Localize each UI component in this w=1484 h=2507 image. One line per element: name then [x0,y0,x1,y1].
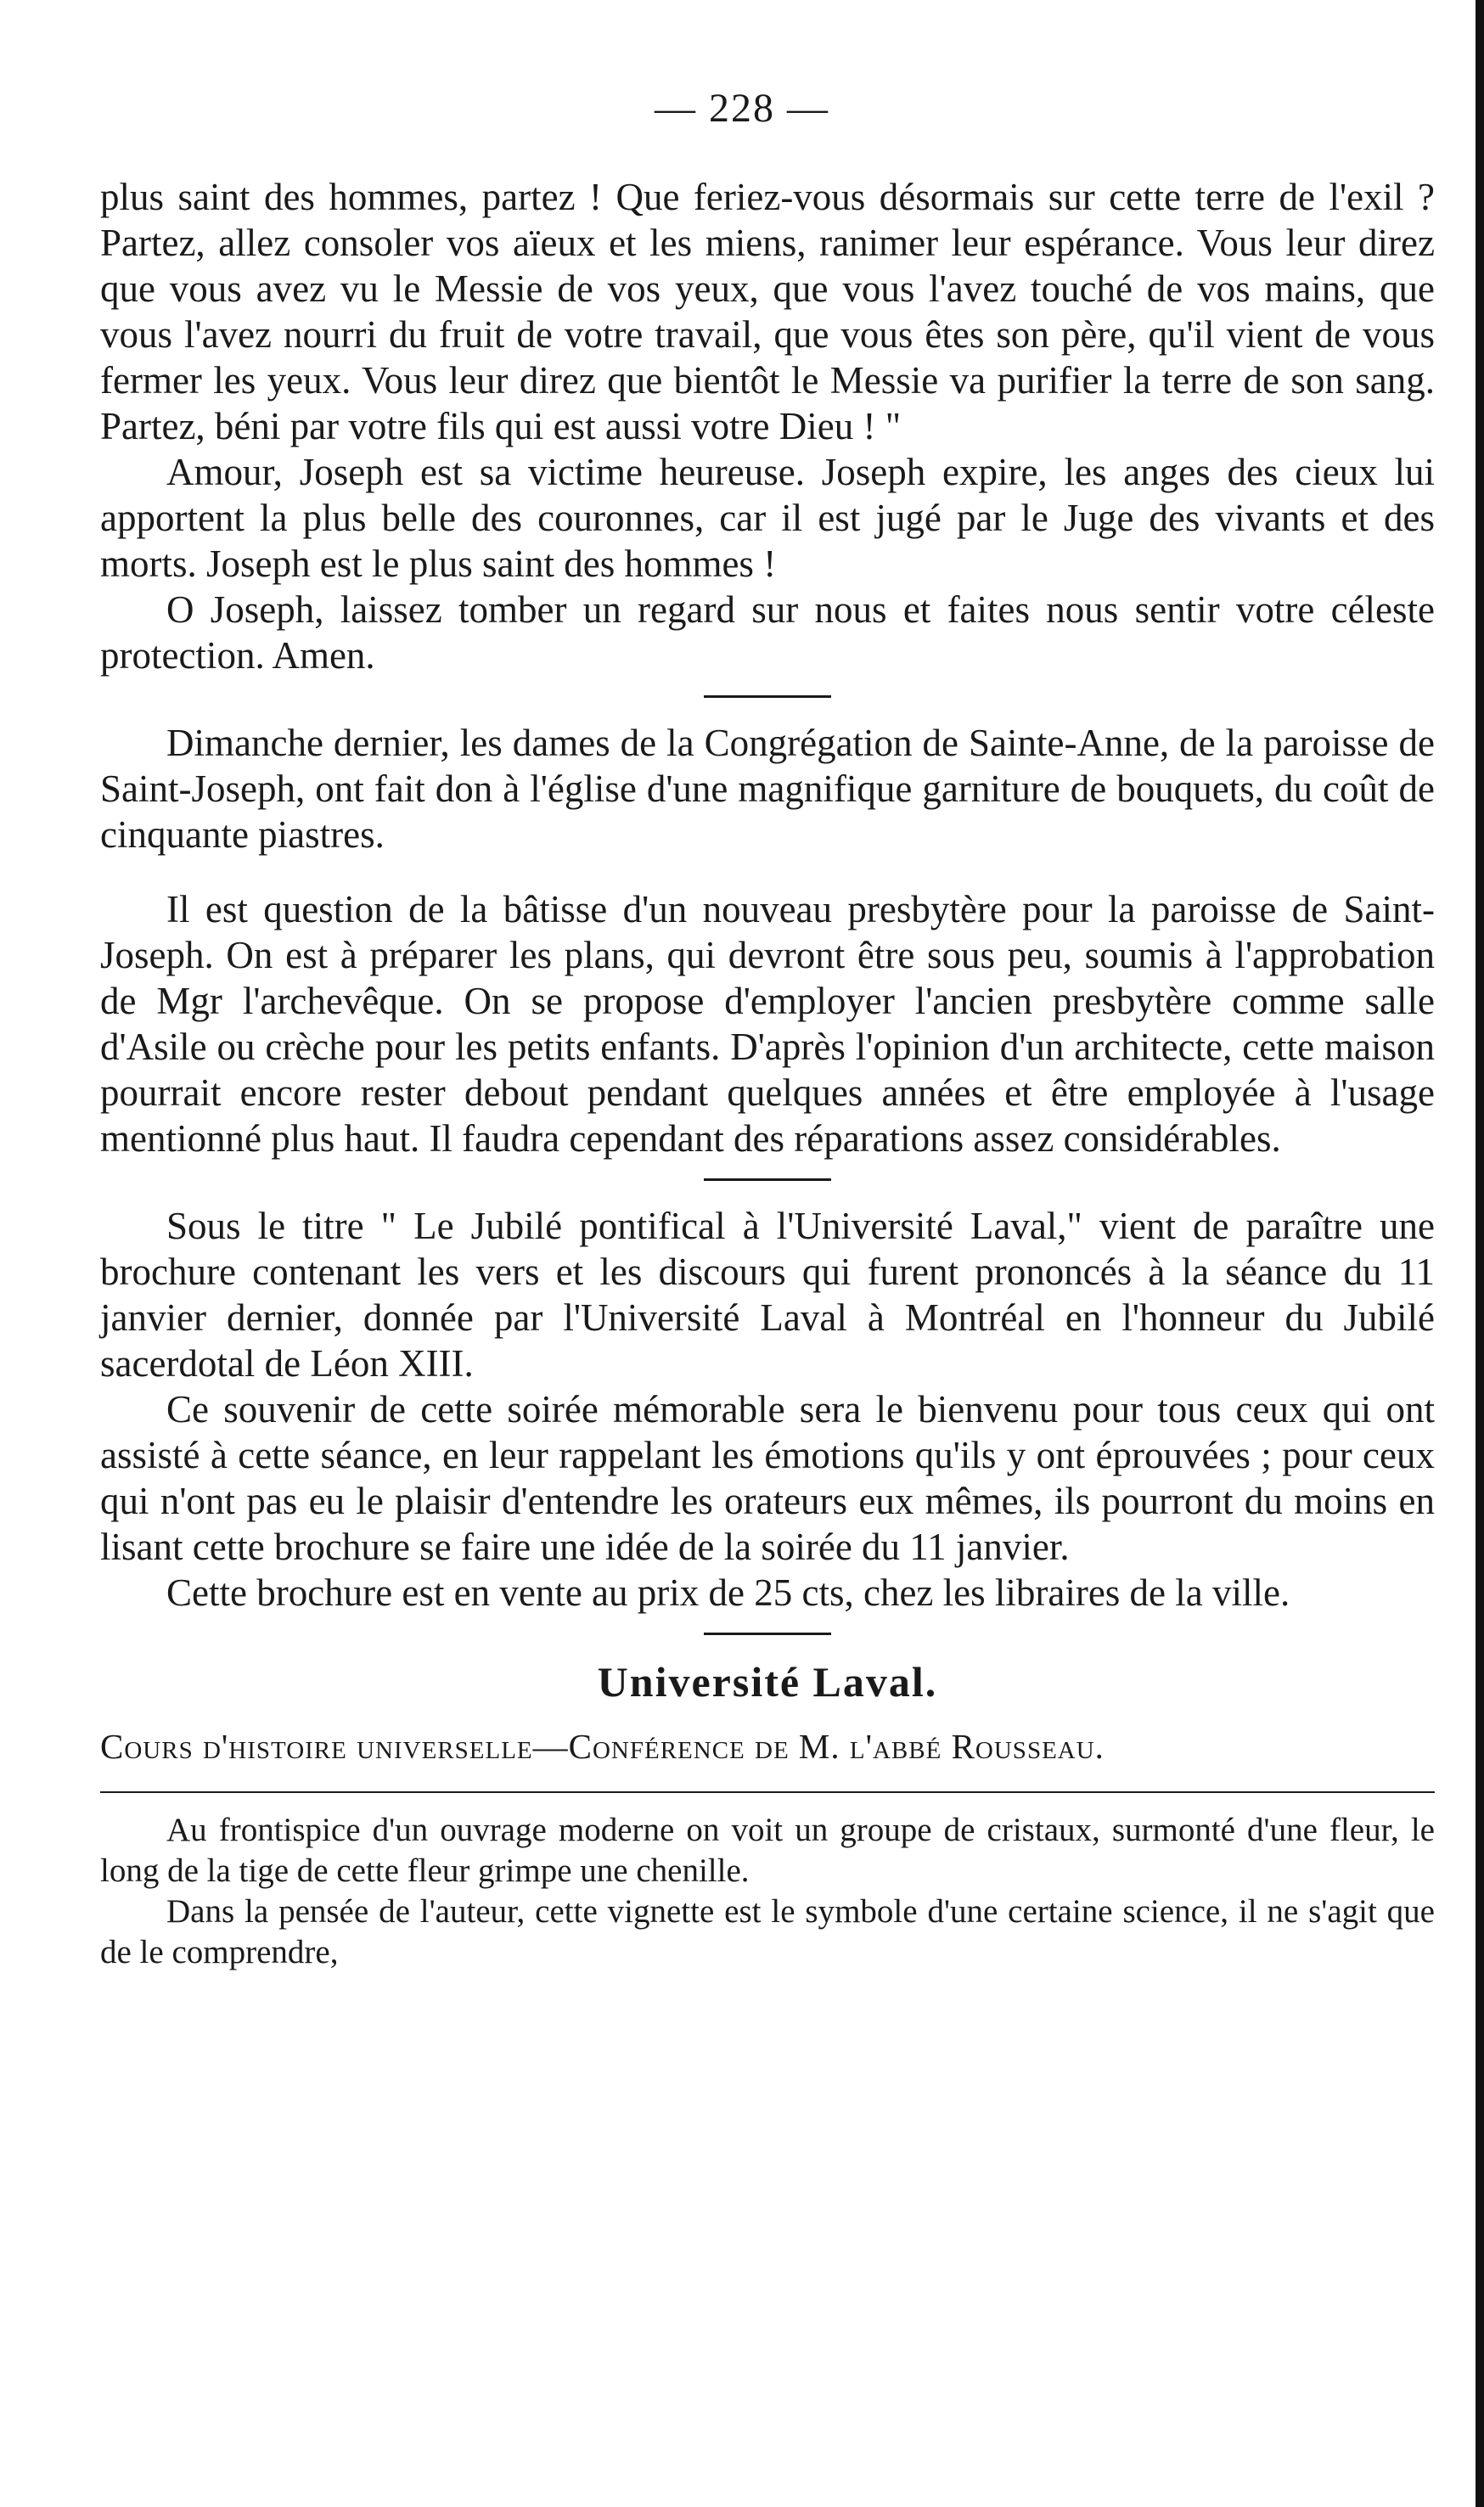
paragraph-prayer: O Joseph, laissez tomber un regard sur nous et faites nous sentir votre céleste protection. Amen. [100,588,1435,677]
page-number: — 228 — [655,86,829,131]
section-subheading: Cours d'histoire universelle—Conférence de M. l'abbé Rousseau. [100,1727,1105,1766]
section-heading: Université Laval. [597,1658,938,1706]
paragraph-frontispice: Au frontispice d'un ouvrage moderne on voit un groupe de cristaux, surmonté d'une fleur, le long de la tige de cette fleur grimpe une chenille. [100,1812,1435,1889]
section-divider [704,1178,831,1181]
paragraph-presbytere: Il est question de la bâtisse d'un nouveau presbytère pour la paroisse de Saint-Joseph. On est à préparer les plans, qui devront être sous peu, soumis à l'approbation de Mgr l'archevêque. On se propose d'employer l'ancien presbytère comme salle d'Asile ou crèche pour les petits enfants. D'après l'opinion d'un architecte, cette maison pourrait encore rester debout pendant quelques années et être employée à l'usage mentionné plus haut. Il faudra cependant des réparations assez considérables. [100,888,1435,1160]
paragraph-bouquets: Dimanche dernier, les dames de la Congrégation de Sainte-Anne, de la paroisse de Saint-Joseph, ont fait don à l'église d'une magnifique garniture de bouquets, du coût de cinquante piastres. [100,722,1435,856]
paragraph-souvenir: Ce souvenir de cette soirée mémorable sera le bienvenu pour tous ceux qui ont assisté à cette séance, en leur rappelant les émotions qu'ils y ont éprouvées ; pour ceux qui n'ont pas eu le plaisir d'entendre les orateurs eux mêmes, ils pourront du moins en lisant cette brochure se faire une idée de la soirée du 11 janvier. [100,1388,1435,1568]
section-divider [704,1633,831,1635]
paragraph-joseph-victim: Amour, Joseph est sa victime heureuse. Joseph expire, les anges des cieux lui apportent la plus belle des couronnes, car il est jugé par le Juge des vivants et des morts. Joseph est le plus saint des hommes ! [100,451,1435,585]
subheading-rule [100,1791,1435,1793]
paragraph-vignette: Dans la pensée de l'auteur, cette vignette est le symbole d'une certaine science, il ne s'agit que de le comprendre, [100,1893,1435,1970]
text-column [100,174,1435,1973]
paragraph-brochure-price: Cette brochure est en vente au prix de 25 cts, chez les libraires de la ville. [166,1571,1290,1614]
page-edge-shadow [1476,0,1484,2507]
paragraph-sermon-end: plus saint des hommes, partez ! Que feriez-vous désormais sur cette terre de l'exil ? Partez, allez consoler vos aïeux et les miens, ranimer leur espérance. Vous leur direz que vous avez vu le Messie de vos yeux, que vous l'avez touché de vos mains, que vous l'avez nourri du fruit de votre travail, que vous êtes son père, qu'il vient de vous fermer les yeux. Vous leur direz que bientôt le Messie va purifier la terre de son sang. Partez, béni par votre fils qui est aussi votre Dieu ! " [100,176,1435,447]
paragraph-jubile: Sous le titre " Le Jubilé pontifical à l'Université Laval," vient de paraître une brochure contenant les vers et les discours qui furent prononcés à la séance du 11 janvier dernier, donnée par l'Université Laval à Montréal en l'honneur du Jubilé sacerdotal de Léon XIII. [100,1205,1435,1385]
section-divider [704,695,831,698]
